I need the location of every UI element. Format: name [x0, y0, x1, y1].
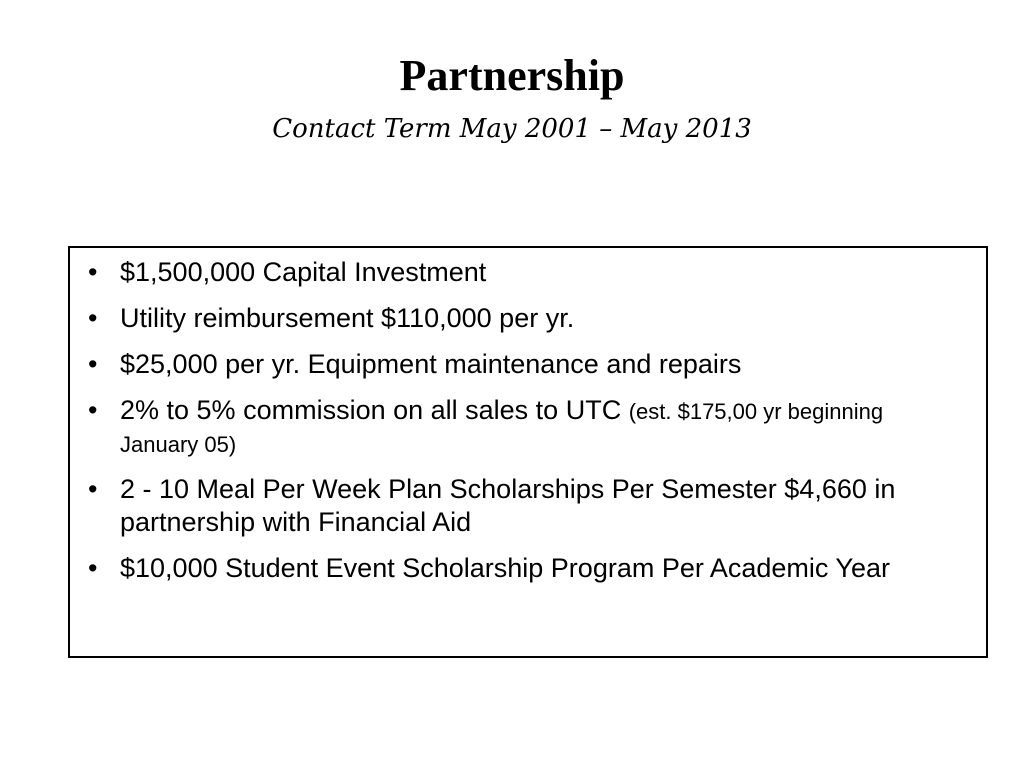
bullet-item-event-scholarship	[84, 552, 962, 585]
bullet-note: (est. $175,00 yr beginning January 05)	[120, 399, 884, 457]
bullet-text: Utility reimbursement $110,000 per yr.	[120, 303, 575, 333]
bullet-item-equipment-maintenance	[84, 348, 962, 381]
bullet-item-capital-investment	[84, 256, 962, 289]
bullet-text: $1,500,000 Capital Investment	[120, 257, 487, 287]
bullet-list	[70, 248, 986, 585]
bullet-text: $25,000 per yr. Equipment maintenance and repairs	[120, 349, 742, 379]
bullet-item-commission	[84, 394, 962, 460]
bullet-item-meal-plan-scholarships	[84, 473, 962, 539]
slide-subtitle: Contact Term May 2001 – May 2013	[272, 114, 752, 144]
bullet-text: $10,000 Student Event Scholarship Program Per Academic Year	[120, 553, 890, 583]
bullet-item-utility-reimbursement	[84, 302, 962, 335]
bullet-text: 2% to 5% commission on all sales to UTC	[120, 395, 622, 425]
bullet-text: 2 - 10 Meal Per Week Plan Scholarships Per Semester $4,660 in partnership with Financial Aid	[120, 474, 896, 537]
slide-title: Partnership	[399, 51, 625, 100]
bullet-box	[68, 246, 988, 658]
